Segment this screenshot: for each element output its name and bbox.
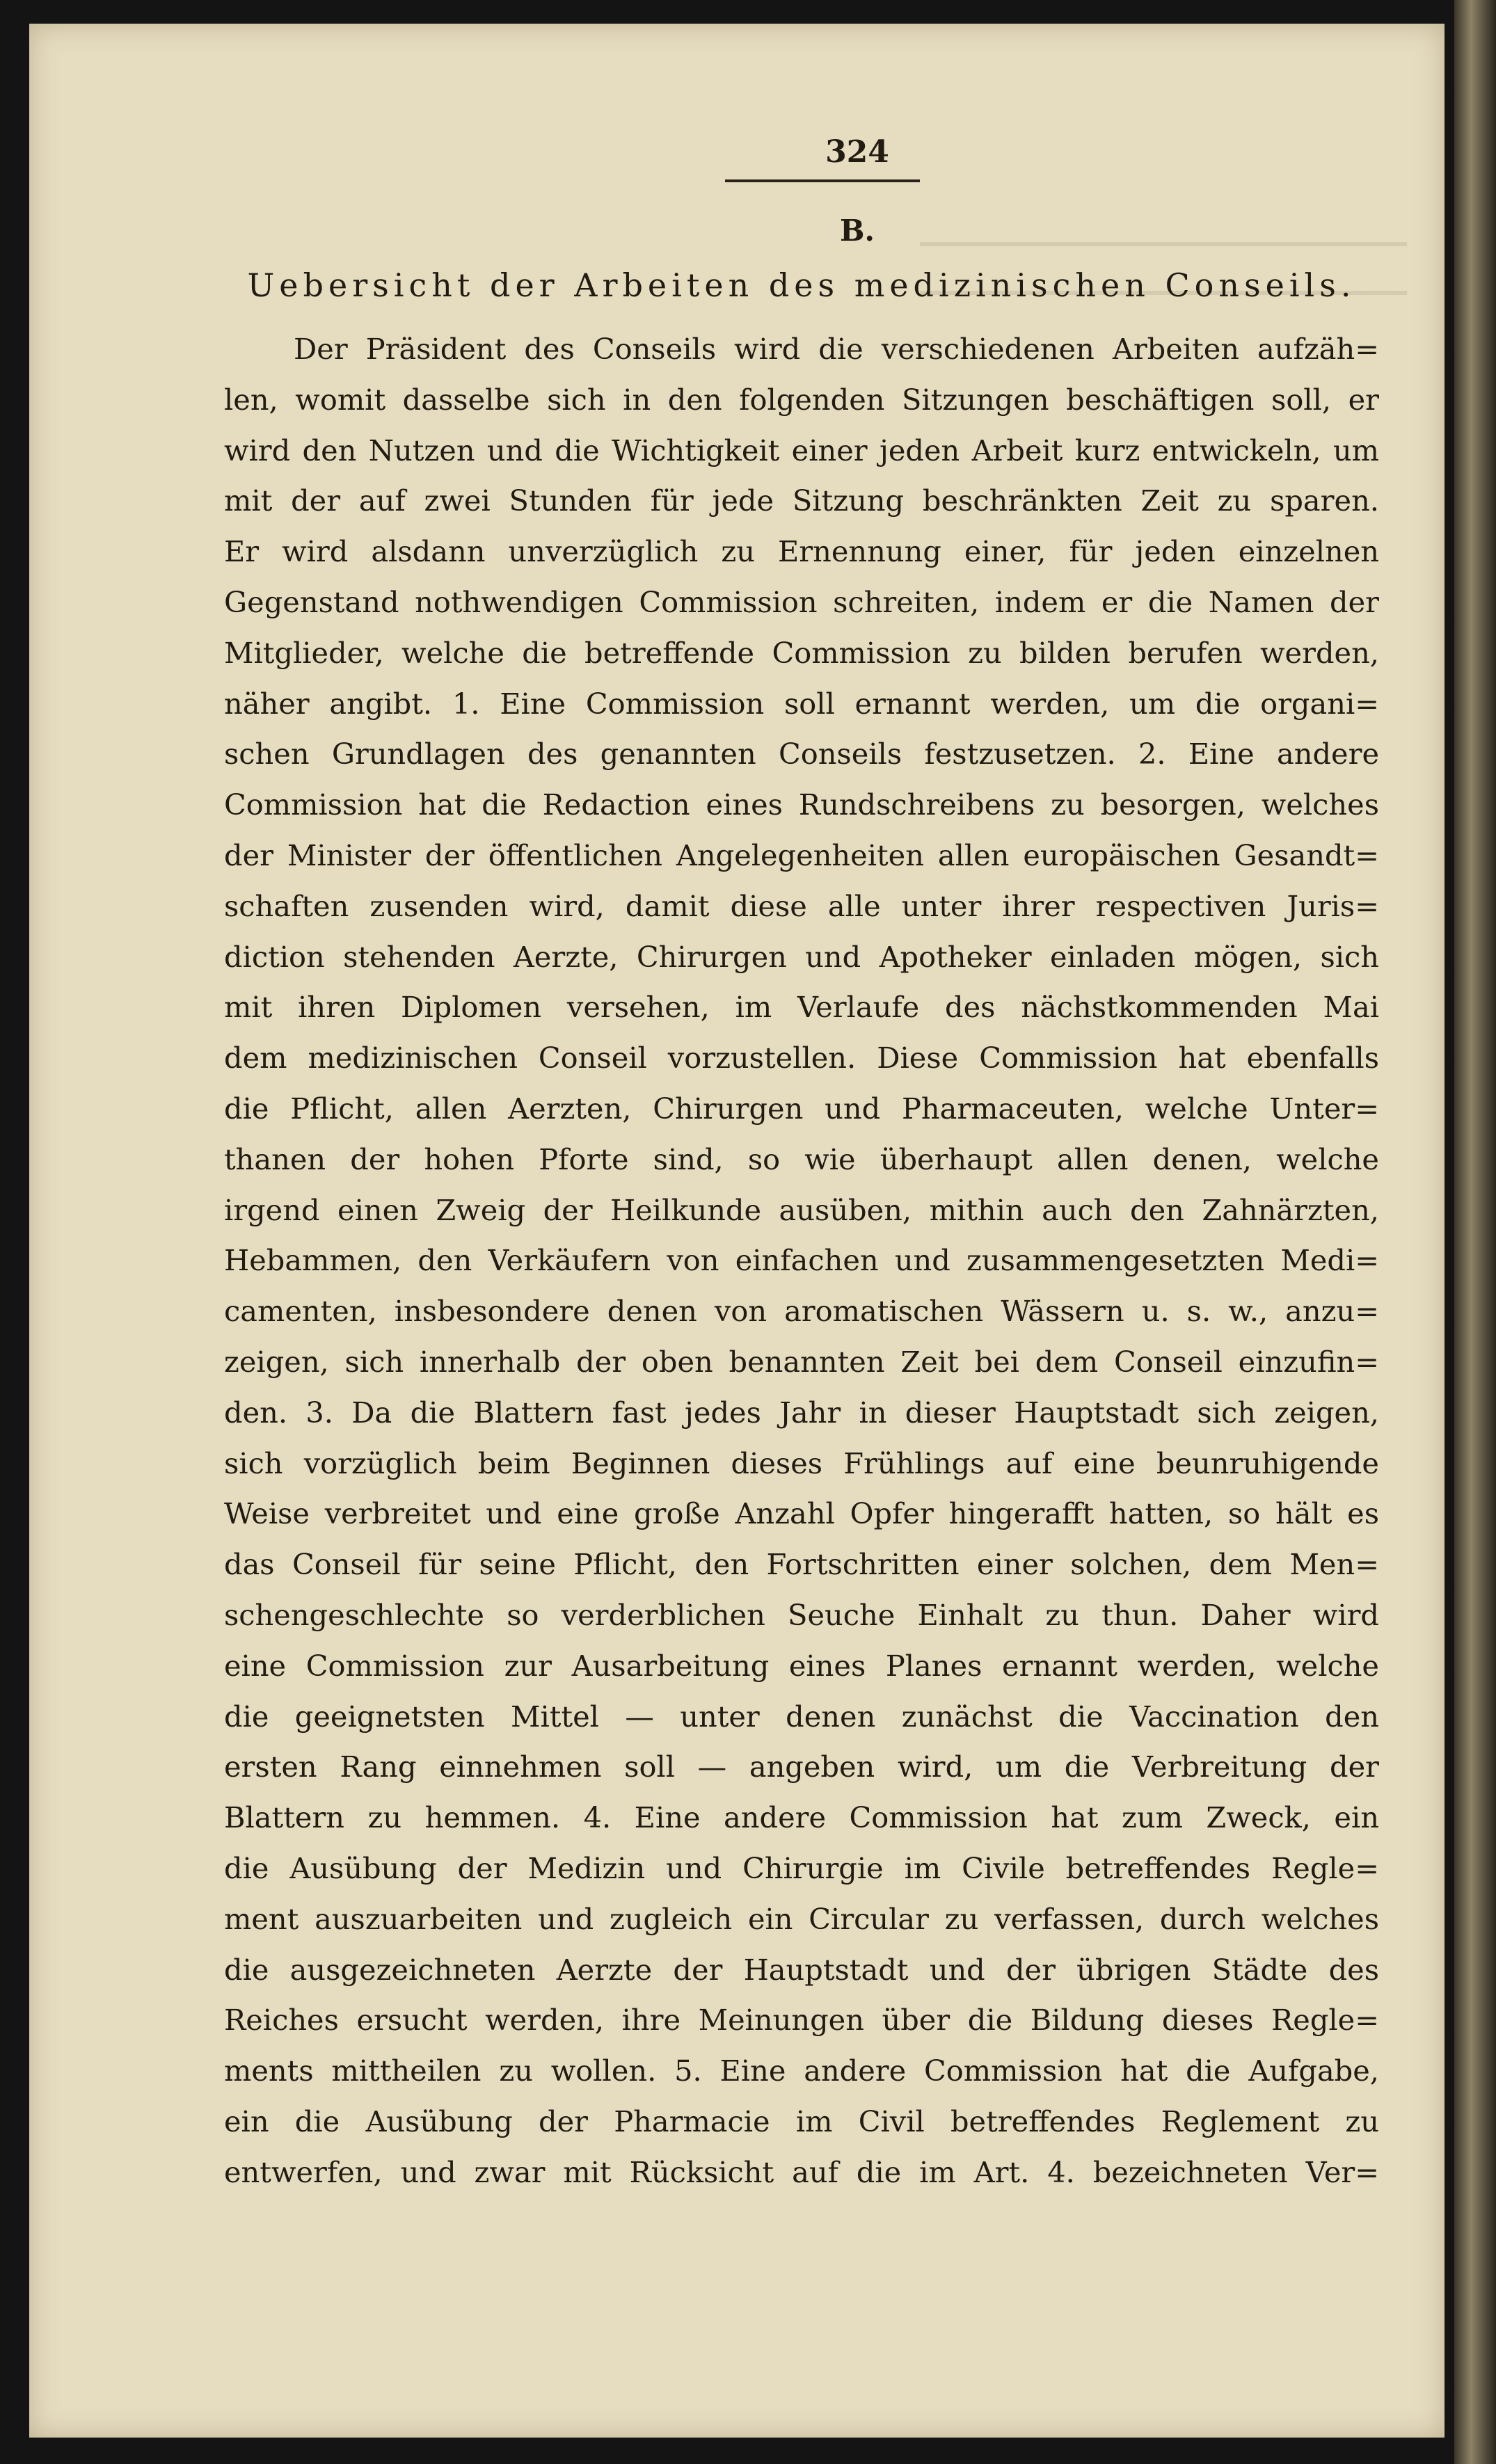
text-line: Commission hat die Redaction eines Rundschreibens zu besorgen, welches bbox=[224, 787, 1379, 822]
text-line: Weise verbreitet und eine große Anzahl Opfer hingerafft hatten, so hält es bbox=[224, 1496, 1379, 1531]
text-line: mit ihren Diplomen versehen, im Verlaufe des nächstkommenden Mai bbox=[224, 990, 1379, 1025]
text-line: Blattern zu hemmen. 4. Eine andere Commission hat zum Zweck, ein bbox=[224, 1800, 1379, 1835]
page-number-rule bbox=[725, 179, 920, 182]
text-line: eine Commission zur Ausarbeitung eines Planes ernannt werden, welche bbox=[224, 1648, 1379, 1683]
text-line: die Ausübung der Medizin und Chirurgie im Civile betreffendes Regle= bbox=[224, 1850, 1379, 1885]
text-line: thanen der hohen Pforte sind, so wie überhaupt allen denen, welche bbox=[224, 1142, 1379, 1176]
text-line: Er wird alsdann unverzüglich zu Ernennung einer, für jeden einzelnen bbox=[224, 534, 1379, 569]
text-line: wird den Nutzen und die Wichtigkeit einer jeden Arbeit kurz entwickeln, um bbox=[224, 433, 1379, 467]
text-line: zeigen, sich innerhalb der oben benannten Zeit bei dem Conseil einzufin= bbox=[224, 1344, 1379, 1379]
text-line: ment auszuarbeiten und zugleich ein Circular zu verfassen, durch welches bbox=[224, 1901, 1379, 1936]
page-number: 324 bbox=[825, 134, 889, 170]
text-line: len, womit dasselbe sich in den folgenden Sitzungen beschäftigen soll, er bbox=[224, 382, 1379, 417]
text-line: Hebammen, den Verkäufern von einfachen und zusammengesetzten Medi= bbox=[224, 1243, 1379, 1278]
text-line: dem medizinischen Conseil vorzustellen. Diese Commission hat ebenfalls bbox=[224, 1041, 1379, 1075]
section-letter: B. bbox=[839, 214, 875, 248]
text-line: schen Grundlagen des genannten Conseils festzusetzen. 2. Eine andere bbox=[224, 737, 1379, 771]
section-title: Uebersicht der Arbeiten des medizinischen Conseils. bbox=[247, 266, 1356, 304]
text-line: den. 3. Da die Blattern fast jedes Jahr in dieser Hauptstadt sich zeigen, bbox=[224, 1395, 1379, 1430]
text-line: Der Präsident des Conseils wird die verschiedenen Arbeiten aufzäh= bbox=[294, 332, 1379, 366]
text-line: ein die Ausübung der Pharmacie im Civil betreffendes Reglement zu bbox=[224, 2104, 1379, 2138]
body-text bbox=[224, 324, 1379, 2198]
text-line: ments mittheilen zu wollen. 5. Eine andere Commission hat die Aufgabe, bbox=[224, 2054, 1379, 2088]
text-line: ersten Rang einnehmen soll — angeben wird, um die Verbreitung der bbox=[224, 1750, 1379, 1784]
book-spine-edge bbox=[1454, 0, 1496, 2464]
text-line: schaften zusenden wird, damit diese alle unter ihrer respectiven Juris= bbox=[224, 888, 1379, 923]
text-line: die Pflicht, allen Aerzten, Chirurgen und Pharmaceuten, welche Unter= bbox=[224, 1091, 1379, 1126]
text-line: das Conseil für seine Pflicht, den Fortschritten einer solchen, dem Men= bbox=[224, 1547, 1379, 1582]
text-line: mit der auf zwei Stunden für jede Sitzung beschränkten Zeit zu sparen. bbox=[224, 483, 1379, 518]
text-line: der Minister der öffentlichen Angelegenheiten allen europäischen Gesandt= bbox=[224, 838, 1379, 872]
book-page bbox=[29, 24, 1445, 2438]
text-line: die ausgezeichneten Aerzte der Hauptstadt und der übrigen Städte des bbox=[224, 1952, 1379, 1987]
text-line: camenten, insbesondere denen von aromatischen Wässern u. s. w., anzu= bbox=[224, 1294, 1379, 1329]
text-line: Reiches ersucht werden, ihre Meinungen über die Bildung dieses Regle= bbox=[224, 2003, 1379, 2038]
text-line: schengeschlechte so verderblichen Seuche Einhalt zu thun. Daher wird bbox=[224, 1597, 1379, 1632]
text-line: entwerfen, und zwar mit Rücksicht auf die im Art. 4. bezeichneten Ver= bbox=[224, 2154, 1379, 2189]
text-line: Mitglieder, welche die betreffende Commission zu bilden berufen werden, bbox=[224, 635, 1379, 670]
text-line: irgend einen Zweig der Heilkunde ausüben, mithin auch den Zahnärzten, bbox=[224, 1192, 1379, 1227]
text-line: diction stehenden Aerzte, Chirurgen und Apotheker einladen mögen, sich bbox=[224, 939, 1379, 974]
text-line: sich vorzüglich beim Beginnen dieses Frühlings auf eine beunruhigende bbox=[224, 1446, 1379, 1480]
text-line: Gegenstand nothwendigen Commission schreiten, indem er die Namen der bbox=[224, 584, 1379, 619]
text-line: näher angibt. 1. Eine Commission soll ernannt werden, um die organi= bbox=[224, 686, 1379, 721]
text-line: die geeignetsten Mittel — unter denen zunächst die Vaccination den bbox=[224, 1699, 1379, 1734]
page-content bbox=[196, 128, 1379, 2198]
